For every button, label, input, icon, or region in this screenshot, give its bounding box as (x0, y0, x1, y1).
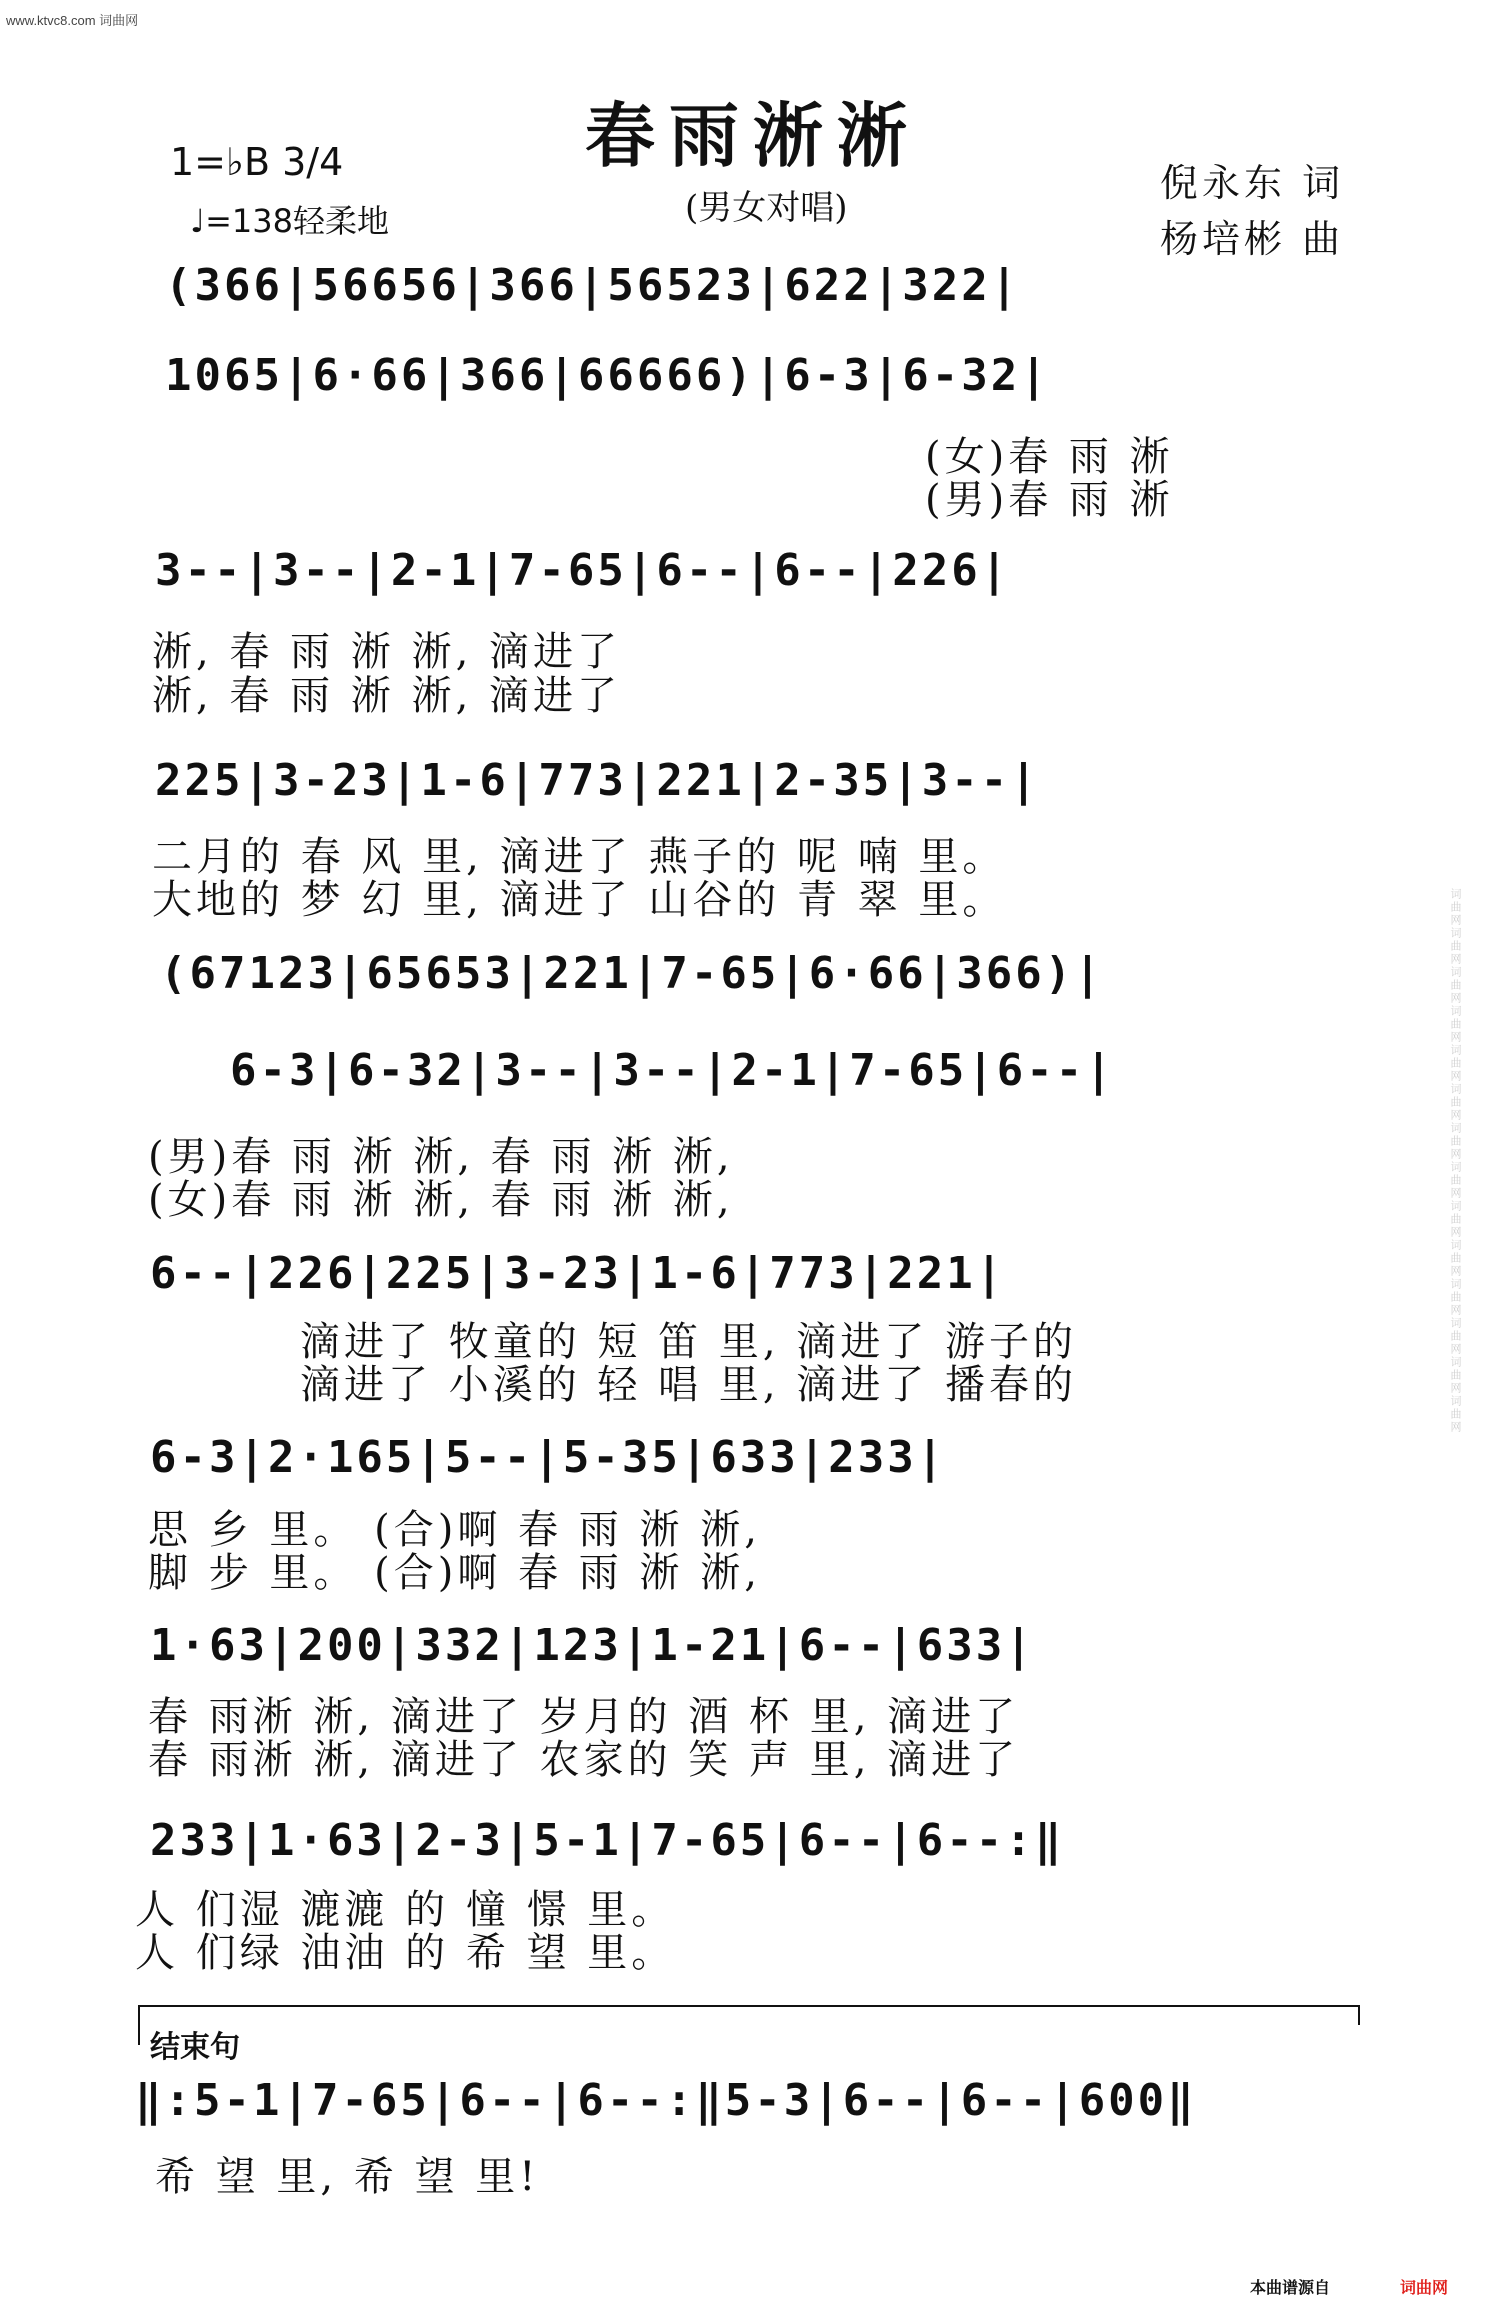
tempo-marking: ♩=138轻柔地 (190, 202, 389, 240)
score-line-1: (366|56656|366|56523|622|322| (165, 260, 1021, 311)
score-line-4: 225|3-23|1-6|773|221|2-35|3--| (155, 755, 1040, 806)
score-line-3: 3--|3--|2-1|7-65|6--|6--|226| (155, 545, 1011, 596)
score-line-6: 6-3|6-32|3--|3--|2-1|7-65|6--| (230, 1045, 1115, 1096)
lyric-line-4a: 二月的 春 风 里, 滴进了 燕子的 呢 喃 里。 (152, 834, 1007, 880)
lyric-line-6b: (女)春 雨 淅 淅, 春 雨 淅 淅, (148, 1177, 734, 1223)
lyric-line-10a: 人 们湿 漉漉 的 憧 憬 里。 (135, 1887, 676, 1933)
song-subtitle: (男女对唱) (685, 188, 848, 228)
watermark: www.ktvc8.com 词曲网 (6, 13, 139, 28)
score-line-5: (67123|65653|221|7-65|6·66|366)| (160, 948, 1104, 999)
side-watermark-left (0, 0, 18, 2322)
score-line-9: 1·63|200|332|123|1-21|6--|633| (150, 1620, 1035, 1671)
ending-bracket-right (1358, 2005, 1360, 2025)
lyric-line-3a: 淅, 春 雨 淅 淅, 滴进了 (152, 629, 622, 675)
lyric-line-8b: 脚 步 里。 (合)啊 春 雨 淅 淅, (148, 1550, 761, 1596)
lyric-line-3b: 淅, 春 雨 淅 淅, 滴进了 (152, 673, 622, 719)
lyric-line-7a: 滴进了 牧童的 短 笛 里, 滴进了 游子的 (300, 1319, 1078, 1365)
song-title: 春雨淅淅 (585, 94, 921, 177)
ending-bracket-line (138, 2005, 1360, 2007)
footer-brand-link[interactable]: 词曲网 (1400, 2280, 1449, 2297)
lyricist-credit: 倪永东 词 (1160, 161, 1345, 205)
lyric-line-4b: 大地的 梦 幻 里, 滴进了 山谷的 青 翠 里。 (152, 877, 1007, 923)
side-watermark-right: 词曲网词曲网词曲网词曲网词曲网词曲网词曲网词曲网词曲网词曲网词曲网词曲网词曲网词曲网 (1449, 888, 1462, 1434)
footer-source: 本曲谱源自 (1250, 2280, 1331, 2297)
ending-lyric-line: 希 望 里, 希 望 里! (155, 2154, 540, 2200)
score-line-2: 1065|6·66|366|66666)|6-3|6-32| (165, 350, 1050, 401)
lyric-line-8a: 思 乡 里。 (合)啊 春 雨 淅 淅, (148, 1507, 761, 1553)
lyric-line-2b: (男)春 雨 淅 (925, 477, 1174, 523)
lyric-line-10b: 人 们绿 油油 的 希 望 里。 (135, 1930, 676, 1976)
key-signature: 1=♭B 3/4 (170, 140, 344, 184)
score-line-8: 6-3|2·165|5--|5-35|633|233| (150, 1432, 947, 1483)
score-line-10: 233|1·63|2-3|5-1|7-65|6--|6--:‖ (150, 1815, 1065, 1866)
lyric-line-9a: 春 雨淅 淅, 滴进了 岁月的 酒 杯 里, 滴进了 (148, 1694, 1020, 1740)
score-line-7: 6--|226|225|3-23|1-6|773|221| (150, 1248, 1006, 1299)
ending-bracket-left (138, 2005, 140, 2045)
lyric-line-9b: 春 雨淅 淅, 滴进了 农家的 笑 声 里, 滴进了 (148, 1737, 1020, 1783)
lyric-line-6a: (男)春 雨 淅 淅, 春 雨 淅 淅, (148, 1134, 734, 1180)
lyric-line-2a: (女)春 雨 淅 (925, 434, 1174, 480)
ending-score-line: ‖:5-1|7-65|6--|6--:‖5-3|6--|6--|600‖ (135, 2075, 1197, 2126)
lyric-line-7b: 滴进了 小溪的 轻 唱 里, 滴进了 播春的 (300, 1362, 1078, 1408)
ending-label: 结束句 (150, 2030, 240, 2065)
composer-credit: 杨培彬 曲 (1160, 217, 1345, 261)
